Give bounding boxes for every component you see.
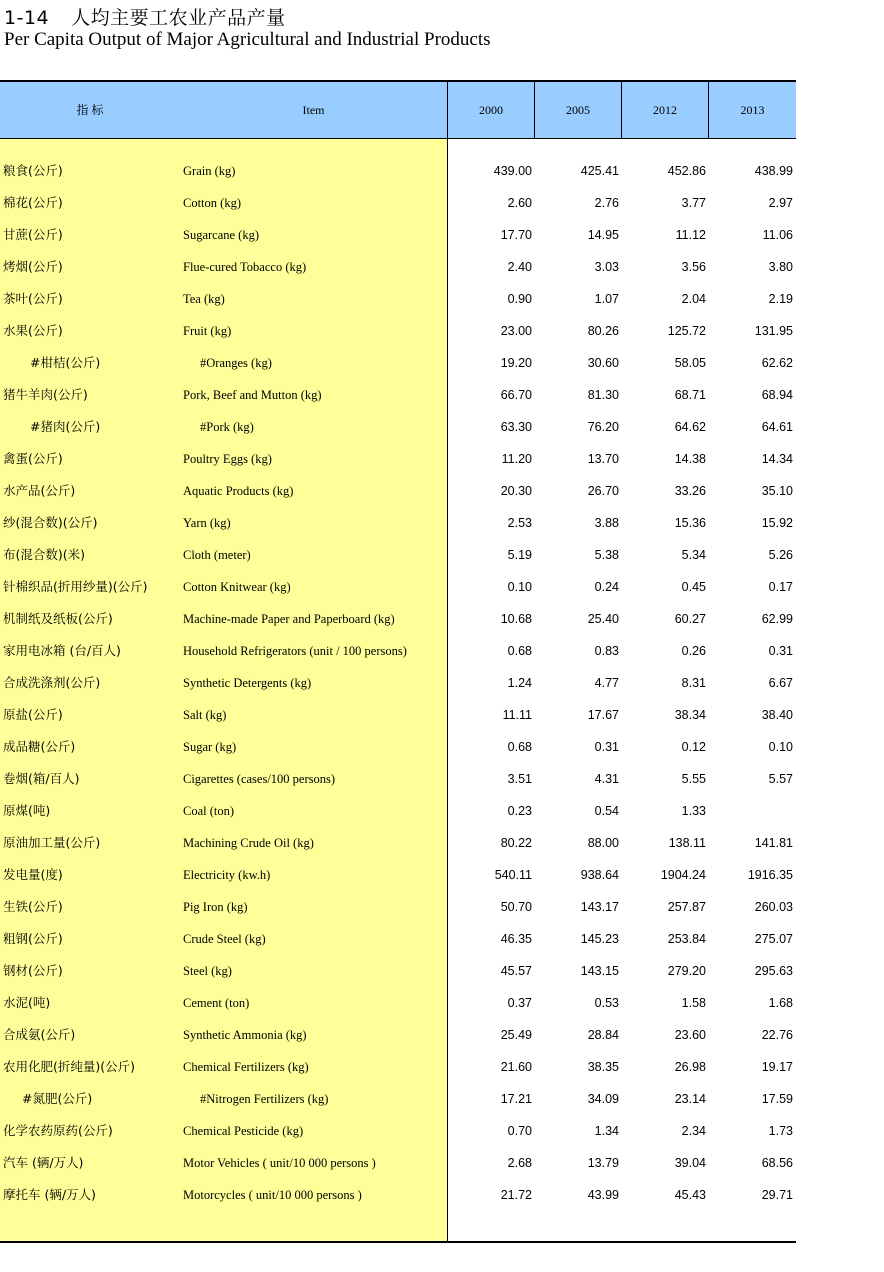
row-value-2005: 38.35	[587, 1060, 619, 1074]
row-label-chinese: 生铁(公斤)	[3, 899, 63, 914]
row-value-2005: 76.20	[587, 420, 619, 434]
row-value-2000: 0.68	[507, 740, 532, 754]
row-value-2013: 62.62	[761, 356, 793, 370]
row-label-english: Cloth (meter)	[183, 548, 251, 562]
row-value-2000: 17.21	[500, 1092, 532, 1106]
row-value-2013: 38.40	[761, 708, 793, 722]
row-label-english: Flue-cured Tobacco (kg)	[183, 260, 307, 274]
row-value-2013: 1.73	[768, 1124, 793, 1138]
row-value-2005: 34.09	[587, 1092, 619, 1106]
row-value-2000: 2.53	[507, 516, 532, 530]
row-value-2005: 0.54	[594, 804, 619, 818]
row-value-2000: 11.20	[501, 452, 532, 466]
table-row	[0, 763, 796, 795]
table-row	[0, 475, 796, 507]
row-value-2000: 540.11	[494, 868, 532, 882]
row-value-2013: 3.80	[768, 260, 793, 274]
row-value-2013: 260.03	[754, 900, 793, 914]
row-label-english: Synthetic Ammonia (kg)	[183, 1028, 307, 1042]
row-value-2012: 2.34	[681, 1124, 706, 1138]
row-label-chinese: 针棉织品(折用纱量)(公斤)	[3, 579, 148, 594]
row-value-2000: 17.70	[500, 228, 532, 242]
row-value-2012: 68.71	[674, 388, 706, 402]
row-label-chinese: 原盐(公斤)	[3, 707, 63, 722]
row-value-2005: 28.84	[587, 1028, 619, 1042]
row-label-chinese: 水泥(吨)	[3, 995, 51, 1010]
row-value-2000: 0.68	[507, 644, 532, 658]
row-value-2005: 43.99	[587, 1188, 619, 1202]
row-value-2005: 0.53	[594, 996, 619, 1010]
row-value-2005: 2.76	[594, 196, 619, 210]
row-value-2013: 295.63	[754, 964, 793, 978]
row-label-chinese: #猪肉(公斤)	[30, 419, 101, 434]
row-value-2000: 0.90	[507, 292, 532, 306]
row-value-2013: 5.26	[768, 548, 793, 562]
row-value-2005: 80.26	[587, 324, 619, 338]
table-title-chinese	[4, 3, 286, 30]
row-label-english: Cigarettes (cases/100 persons)	[183, 772, 336, 786]
table-row	[0, 1083, 796, 1115]
row-label-chinese: 农用化肥(折纯量)(公斤)	[3, 1059, 136, 1074]
row-label-chinese: 棉花(公斤)	[3, 195, 63, 210]
row-value-2000: 21.72	[500, 1188, 532, 1202]
row-value-2005: 3.03	[594, 260, 619, 274]
row-value-2012: 39.04	[674, 1156, 706, 1170]
header-item: Item	[302, 103, 325, 117]
row-value-2000: 0.23	[507, 804, 532, 818]
row-label-chinese: 猪牛羊肉(公斤)	[3, 387, 88, 402]
header-year-2013: 2013	[740, 103, 765, 117]
row-label-english: #Pork (kg)	[200, 420, 254, 434]
row-value-2000: 439.00	[493, 164, 532, 178]
row-value-2012: 38.34	[674, 708, 706, 722]
row-label-english: Cotton (kg)	[183, 196, 241, 210]
header-year-2000: 2000	[479, 103, 503, 117]
row-value-2013: 29.71	[761, 1188, 793, 1202]
table-header	[0, 82, 796, 139]
table-number: 1-14	[4, 7, 50, 29]
row-value-2012: 60.27	[674, 612, 706, 626]
header-divider	[621, 82, 622, 138]
row-label-chinese: 纱(混合数)(公斤)	[3, 515, 98, 530]
row-value-2005: 17.67	[587, 708, 619, 722]
table-row	[0, 379, 796, 411]
row-value-2005: 3.88	[594, 516, 619, 530]
row-value-2012: 15.36	[674, 516, 706, 530]
row-label-english: Pork, Beef and Mutton (kg)	[183, 388, 322, 402]
table-row	[0, 443, 796, 475]
table-row	[0, 187, 796, 219]
row-label-chinese: 合成洗涤剂(公斤)	[3, 675, 101, 690]
row-value-2000: 0.10	[507, 580, 532, 594]
row-value-2000: 46.35	[500, 932, 532, 946]
row-label-chinese: 家用电冰箱 (台/百人)	[3, 643, 121, 658]
row-value-2005: 13.79	[587, 1156, 619, 1170]
header-divider	[534, 82, 535, 138]
row-label-chinese: 原油加工量(公斤)	[3, 835, 101, 850]
row-value-2000: 25.49	[500, 1028, 532, 1042]
table-row	[0, 987, 796, 1019]
table-row	[0, 219, 796, 251]
row-value-2013: 15.92	[761, 516, 793, 530]
table-row	[0, 667, 796, 699]
row-label-chinese: 成品糖(公斤)	[3, 739, 76, 754]
row-label-english: Cotton Knitwear (kg)	[183, 580, 291, 594]
row-value-2013: 17.59	[761, 1092, 793, 1106]
row-label-chinese: 禽蛋(公斤)	[3, 451, 63, 466]
row-value-2005: 81.30	[587, 388, 619, 402]
row-value-2013: 1916.35	[747, 868, 793, 882]
row-value-2005: 938.64	[580, 868, 619, 882]
row-label-english: Motorcycles ( unit/10 000 persons )	[183, 1188, 362, 1202]
row-value-2012: 1.58	[681, 996, 706, 1010]
row-label-chinese: 钢材(公斤)	[3, 963, 63, 978]
row-label-english: Sugar (kg)	[183, 740, 237, 754]
row-value-2012: 452.86	[667, 164, 706, 178]
row-label-chinese: 原煤(吨)	[3, 803, 51, 818]
row-value-2012: 5.34	[681, 548, 706, 562]
row-label-english: Synthetic Detergents (kg)	[183, 676, 312, 690]
row-value-2013: 68.56	[761, 1156, 793, 1170]
row-label-chinese: 甘蔗(公斤)	[3, 227, 63, 242]
row-value-2000: 10.68	[500, 612, 532, 626]
row-label-english: #Oranges (kg)	[200, 356, 272, 370]
row-value-2013: 19.17	[761, 1060, 793, 1074]
row-value-2013: 1.68	[768, 996, 793, 1010]
row-value-2005: 88.00	[587, 836, 619, 850]
table-row	[0, 539, 796, 571]
row-value-2012: 138.11	[668, 836, 706, 850]
row-value-2005: 0.24	[594, 580, 619, 594]
row-value-2013: 5.57	[768, 772, 793, 786]
row-label-english: Chemical Fertilizers (kg)	[183, 1060, 309, 1074]
row-value-2000: 11.11	[502, 708, 532, 722]
row-label-english: Grain (kg)	[183, 164, 236, 178]
row-value-2012: 125.72	[667, 324, 706, 338]
row-label-english: Chemical Pesticide (kg)	[183, 1124, 304, 1138]
row-value-2012: 8.31	[681, 676, 706, 690]
row-label-english: Coal (ton)	[183, 804, 235, 818]
table-row	[0, 155, 796, 187]
row-label-chinese: 水果(公斤)	[3, 323, 63, 338]
row-label-english: Motor Vehicles ( unit/10 000 persons )	[183, 1156, 376, 1170]
row-label-english: #Nitrogen Fertilizers (kg)	[200, 1092, 329, 1106]
row-label-english: Sugarcane (kg)	[183, 228, 260, 242]
row-label-english: Poultry Eggs (kg)	[183, 452, 272, 466]
table-row	[0, 283, 796, 315]
row-value-2012: 279.20	[667, 964, 706, 978]
row-value-2013: 0.31	[768, 644, 793, 658]
row-value-2005: 143.15	[580, 964, 619, 978]
row-value-2005: 4.77	[594, 676, 619, 690]
row-value-2013: 64.61	[761, 420, 793, 434]
row-value-2012: 33.26	[674, 484, 706, 498]
header-year-2005: 2005	[566, 103, 590, 117]
row-label-english: Household Refrigerators (unit / 100 persons)	[183, 644, 407, 658]
row-label-english: Aquatic Products (kg)	[183, 484, 294, 498]
row-value-2000: 1.24	[507, 676, 532, 690]
row-value-2013: 0.17	[768, 580, 793, 594]
row-value-2013: 141.81	[754, 836, 793, 850]
row-value-2000: 66.70	[500, 388, 532, 402]
table-row	[0, 251, 796, 283]
row-value-2005: 14.95	[587, 228, 619, 242]
row-value-2013: 2.97	[768, 196, 793, 210]
row-value-2005: 0.31	[594, 740, 619, 754]
row-value-2005: 5.38	[594, 548, 619, 562]
row-value-2000: 2.40	[507, 260, 532, 274]
row-value-2000: 0.70	[507, 1124, 532, 1138]
row-value-2005: 145.23	[580, 932, 619, 946]
row-value-2000: 20.30	[500, 484, 532, 498]
row-value-2013: 6.67	[768, 676, 793, 690]
table-row	[0, 507, 796, 539]
header-indicator: 指 标	[76, 103, 104, 117]
row-value-2012: 45.43	[674, 1188, 706, 1202]
row-label-chinese: 发电量(度)	[3, 867, 63, 882]
row-label-chinese: 化学农药原药(公斤)	[3, 1123, 113, 1138]
row-value-2000: 63.30	[500, 420, 532, 434]
row-label-chinese: 合成氨(公斤)	[3, 1027, 76, 1042]
table-row	[0, 603, 796, 635]
table-row	[0, 1051, 796, 1083]
row-value-2012: 26.98	[674, 1060, 706, 1074]
row-label-chinese: 烤烟(公斤)	[3, 259, 63, 274]
row-label-english: Pig Iron (kg)	[183, 900, 248, 914]
row-value-2012: 0.26	[681, 644, 706, 658]
row-value-2012: 58.05	[674, 356, 706, 370]
row-value-2013: 11.06	[762, 228, 793, 242]
row-value-2000: 50.70	[500, 900, 532, 914]
bottom-rule	[0, 1241, 796, 1243]
table-row	[0, 731, 796, 763]
row-value-2005: 30.60	[587, 356, 619, 370]
row-label-chinese: 粗钢(公斤)	[3, 931, 63, 946]
row-value-2005: 1.07	[594, 292, 619, 306]
row-value-2012: 0.45	[681, 580, 706, 594]
row-value-2000: 80.22	[500, 836, 532, 850]
row-value-2013: 22.76	[761, 1028, 793, 1042]
row-value-2013: 2.19	[768, 292, 793, 306]
table-row	[0, 571, 796, 603]
row-value-2013: 62.99	[761, 612, 793, 626]
row-value-2012: 0.12	[681, 740, 706, 754]
row-label-english: Fruit (kg)	[183, 324, 232, 338]
row-label-chinese: #氮肥(公斤)	[22, 1091, 93, 1106]
row-value-2013: 131.95	[754, 324, 793, 338]
row-label-chinese: 水产品(公斤)	[3, 483, 76, 498]
table-row	[0, 923, 796, 955]
row-value-2000: 2.60	[507, 196, 532, 210]
table-row	[0, 859, 796, 891]
row-value-2012: 2.04	[681, 292, 706, 306]
row-value-2005: 425.41	[580, 164, 619, 178]
table-row	[0, 795, 796, 827]
row-value-2000: 23.00	[500, 324, 532, 338]
row-value-2000: 3.51	[507, 772, 532, 786]
row-value-2013: 275.07	[754, 932, 793, 946]
row-value-2013: 68.94	[761, 388, 793, 402]
table-row	[0, 1115, 796, 1147]
row-label-english: Machine-made Paper and Paperboard (kg)	[183, 612, 395, 626]
row-value-2005: 0.83	[594, 644, 619, 658]
row-label-english: Crude Steel (kg)	[183, 932, 266, 946]
row-value-2013: 0.10	[768, 740, 793, 754]
row-label-english: Steel (kg)	[183, 964, 232, 978]
row-label-chinese: 布(混合数)(米)	[3, 547, 86, 562]
table-row	[0, 891, 796, 923]
row-value-2012: 1904.24	[660, 868, 706, 882]
row-label-chinese: 机制纸及纸板(公斤)	[3, 611, 113, 626]
table-row	[0, 699, 796, 731]
table-row	[0, 1019, 796, 1051]
row-value-2005: 4.31	[594, 772, 619, 786]
row-value-2012: 23.60	[674, 1028, 706, 1042]
table-row	[0, 315, 796, 347]
header-divider	[708, 82, 709, 138]
row-value-2005: 26.70	[587, 484, 619, 498]
row-value-2012: 23.14	[674, 1092, 706, 1106]
row-value-2013: 14.34	[761, 452, 793, 466]
table-title-chinese-text: 人均主要工农业产品产量	[71, 7, 286, 29]
row-value-2012: 1.33	[681, 804, 706, 818]
row-value-2005: 143.17	[580, 900, 619, 914]
row-label-english: Tea (kg)	[183, 292, 225, 306]
row-value-2000: 19.20	[500, 356, 532, 370]
row-value-2005: 25.40	[587, 612, 619, 626]
row-value-2000: 2.68	[507, 1156, 532, 1170]
row-value-2000: 45.57	[500, 964, 532, 978]
row-value-2012: 3.56	[681, 260, 706, 274]
row-label-english: Salt (kg)	[183, 708, 227, 722]
table-row	[0, 347, 796, 379]
row-value-2012: 11.12	[675, 228, 706, 242]
row-value-2000: 5.19	[507, 548, 532, 562]
row-label-english: Yarn (kg)	[183, 516, 231, 530]
row-label-chinese: 茶叶(公斤)	[3, 291, 63, 306]
row-value-2005: 1.34	[594, 1124, 619, 1138]
row-value-2000: 21.60	[500, 1060, 532, 1074]
row-label-chinese: 卷烟(箱/百人)	[3, 771, 80, 786]
row-value-2000: 0.37	[507, 996, 532, 1010]
table-row	[0, 1179, 796, 1211]
row-label-english: Cement (ton)	[183, 996, 250, 1010]
row-label-chinese: 粮食(公斤)	[3, 163, 63, 178]
table-row	[0, 955, 796, 987]
row-label-chinese: 汽车 (辆/万人)	[3, 1155, 84, 1170]
row-value-2005: 13.70	[587, 452, 619, 466]
table-row	[0, 827, 796, 859]
row-value-2013: 35.10	[761, 484, 793, 498]
row-value-2012: 257.87	[667, 900, 706, 914]
header-year-2012: 2012	[653, 103, 677, 117]
table-row	[0, 411, 796, 443]
table-title-english: Per Capita Output of Major Agricultural and Industrial Products	[4, 29, 491, 50]
row-value-2012: 64.62	[674, 420, 706, 434]
row-label-english: Machining Crude Oil (kg)	[183, 836, 314, 850]
row-value-2012: 5.55	[681, 772, 706, 786]
row-label-chinese: #柑桔(公斤)	[30, 355, 101, 370]
row-value-2013: 438.99	[754, 164, 793, 178]
row-label-english: Electricity (kw.h)	[183, 868, 271, 882]
row-label-chinese: 摩托车 (辆/万人)	[3, 1187, 96, 1202]
row-value-2012: 253.84	[667, 932, 706, 946]
row-value-2012: 3.77	[681, 196, 706, 210]
table-row	[0, 1147, 796, 1179]
row-value-2012: 14.38	[674, 452, 706, 466]
table-row	[0, 635, 796, 667]
